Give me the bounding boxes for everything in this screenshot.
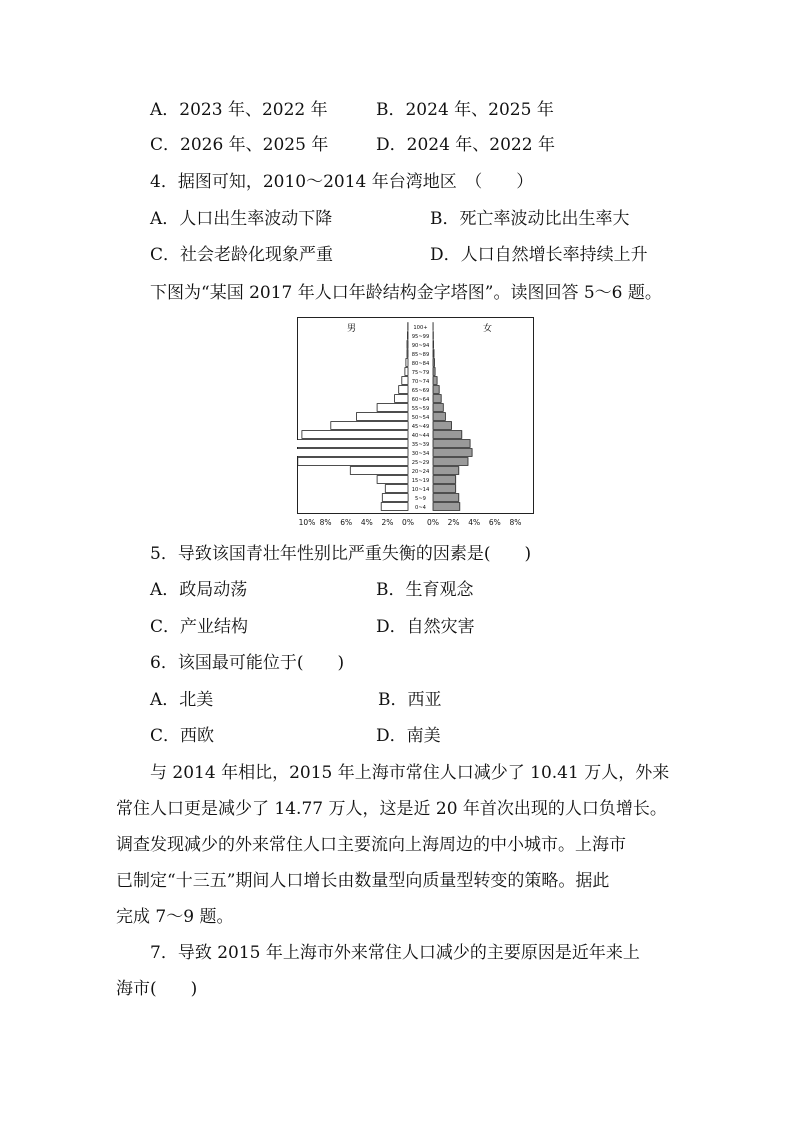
q7-stem-line-1: 7．导致 2015 年上海市外来常住人口减少的主要原因是近年来上 bbox=[150, 943, 640, 963]
q6-option-c: C．西欧 bbox=[150, 726, 215, 746]
age-label-60~64: 60~64 bbox=[411, 396, 430, 403]
x-tick-label: 0% bbox=[427, 518, 439, 527]
q3-option-b: B．2024 年、2025 年 bbox=[376, 100, 554, 120]
male-bar-80~84 bbox=[406, 359, 408, 367]
x-tick-label: 10% bbox=[298, 518, 316, 527]
male-bar-60~64 bbox=[395, 395, 408, 403]
x-tick-label: 6% bbox=[488, 518, 501, 527]
female-bar-80~84 bbox=[433, 359, 435, 367]
age-label-30~34: 30~34 bbox=[411, 450, 430, 457]
passage-line-5: 完成 7～9 题。 bbox=[116, 907, 234, 927]
q4-option-b: B．死亡率波动比出生率大 bbox=[430, 209, 630, 229]
age-label-70~74: 70~74 bbox=[411, 378, 430, 385]
age-label-20~24: 20~24 bbox=[411, 468, 430, 475]
female-bar-25~29 bbox=[433, 458, 468, 466]
x-tick-label: 2% bbox=[447, 518, 460, 527]
male-bar-35~39 bbox=[297, 440, 408, 448]
q4-option-a: A．人口出生率波动下降 bbox=[150, 209, 333, 229]
male-bar-95~99 bbox=[408, 332, 409, 340]
q5-option-a: A．政局动荡 bbox=[150, 580, 248, 600]
female-bar-85~89 bbox=[433, 350, 434, 358]
female-bar-35~39 bbox=[433, 440, 470, 448]
female-bar-70~74 bbox=[433, 377, 437, 385]
age-label-65~69: 65~69 bbox=[411, 387, 430, 394]
q4-stem: 4．据图可知，2010～2014 年台湾地区 （ ） bbox=[150, 172, 534, 192]
x-tick-label: 6% bbox=[340, 518, 353, 527]
male-bar-75~79 bbox=[405, 368, 408, 376]
q3-option-d: D．2024 年、2022 年 bbox=[376, 135, 555, 155]
x-tick-label: 8% bbox=[319, 518, 332, 527]
female-bar-55~59 bbox=[433, 404, 443, 412]
q5-option-b: B．生育观念 bbox=[376, 580, 474, 600]
x-tick-label: 2% bbox=[381, 518, 394, 527]
male-bar-90~94 bbox=[407, 341, 408, 349]
age-label-25~29: 25~29 bbox=[411, 459, 430, 466]
male-bar-5~9 bbox=[382, 494, 408, 502]
female-bar-65~69 bbox=[433, 386, 439, 394]
passage-line-4: 已制定“十三五”期间人口增长由数量型向质量型转变的策略。据此 bbox=[116, 871, 610, 891]
male-bar-45~49 bbox=[331, 422, 408, 430]
male-bar-30~34 bbox=[297, 449, 408, 457]
age-label-80~84: 80~84 bbox=[411, 360, 430, 367]
q6-option-b: B．西亚 bbox=[378, 690, 442, 710]
male-bar-50~54 bbox=[357, 413, 409, 421]
age-label-50~54: 50~54 bbox=[411, 414, 430, 421]
female-bar-40~44 bbox=[433, 431, 462, 439]
female-bar-50~54 bbox=[433, 413, 445, 421]
male-bar-40~44 bbox=[302, 431, 408, 439]
male-bar-55~59 bbox=[377, 404, 408, 412]
female-bar-0~4 bbox=[433, 503, 460, 511]
female-bar-45~49 bbox=[433, 422, 452, 430]
male-bar-10~14 bbox=[385, 485, 408, 493]
female-bar-5~9 bbox=[433, 494, 459, 502]
age-label-85~89: 85~89 bbox=[411, 351, 430, 358]
x-tick-label: 0% bbox=[402, 518, 414, 527]
x-tick-label: 8% bbox=[509, 518, 522, 527]
passage-line-3: 调查发现减少的外来常住人口主要流向上海周边的中小城市。上海市 bbox=[116, 835, 626, 855]
male-bar-25~29 bbox=[298, 458, 408, 466]
age-label-0~4: 0~4 bbox=[415, 504, 426, 511]
x-tick-label: 4% bbox=[360, 518, 373, 527]
q5-option-c: C．产业结构 bbox=[150, 617, 249, 637]
female-bar-60~64 bbox=[433, 395, 441, 403]
male-label: 男 bbox=[347, 324, 357, 334]
age-label-10~14: 10~14 bbox=[411, 486, 430, 493]
q6-option-a: A．北美 bbox=[150, 690, 214, 710]
age-label-95~99: 95~99 bbox=[411, 333, 430, 340]
q5-stem: 5．导致该国青壮年性别比严重失衡的因素是( ) bbox=[150, 544, 532, 564]
q3-option-c: C．2026 年、2025 年 bbox=[150, 135, 329, 155]
q6-stem: 6．该国最可能位于( ) bbox=[150, 653, 345, 673]
age-label-100+: 100+ bbox=[413, 324, 428, 331]
age-label-15~19: 15~19 bbox=[411, 477, 430, 484]
q7-stem-line-2: 海市( ) bbox=[116, 979, 198, 999]
age-label-55~59: 55~59 bbox=[411, 405, 430, 412]
x-tick-label: 4% bbox=[468, 518, 481, 527]
population-pyramid-chart bbox=[297, 317, 534, 530]
age-label-5~9: 5~9 bbox=[415, 495, 426, 502]
female-bar-30~34 bbox=[433, 449, 472, 457]
female-bar-15~19 bbox=[433, 476, 456, 484]
intro-5-6: 下图为“某国 2017 年人口年龄结构金字塔图”。读图回答 5～6 题。 bbox=[150, 283, 662, 303]
q3-option-a: A．2023 年、2022 年 bbox=[150, 100, 328, 120]
female-label: 女 bbox=[483, 324, 493, 334]
passage-line-2: 常住人口更是减少了 14.77 万人，这是近 20 年首次出现的人口负增长。 bbox=[116, 799, 667, 819]
age-label-35~39: 35~39 bbox=[411, 441, 430, 448]
q6-option-d: D．南美 bbox=[376, 726, 441, 746]
male-bar-0~4 bbox=[381, 503, 408, 511]
passage-line-1: 与 2014 年相比，2015 年上海市常住人口减少了 10.41 万人，外来 bbox=[150, 763, 670, 783]
female-bar-20~24 bbox=[433, 467, 459, 475]
male-bar-65~69 bbox=[399, 386, 408, 394]
male-bar-85~89 bbox=[407, 350, 408, 358]
age-label-75~79: 75~79 bbox=[411, 369, 430, 376]
age-label-45~49: 45~49 bbox=[411, 423, 430, 430]
male-bar-70~74 bbox=[402, 377, 408, 385]
age-label-90~94: 90~94 bbox=[411, 342, 430, 349]
female-bar-75~79 bbox=[433, 368, 435, 376]
female-bar-10~14 bbox=[433, 485, 456, 493]
female-bar-90~94 bbox=[433, 341, 434, 349]
q4-option-c: C．社会老龄化现象严重 bbox=[150, 245, 334, 265]
age-label-40~44: 40~44 bbox=[411, 432, 430, 439]
q5-option-d: D．自然灾害 bbox=[376, 617, 475, 637]
male-bar-15~19 bbox=[377, 476, 408, 484]
q4-option-d: D．人口自然增长率持续上升 bbox=[430, 245, 648, 265]
male-bar-20~24 bbox=[350, 467, 408, 475]
